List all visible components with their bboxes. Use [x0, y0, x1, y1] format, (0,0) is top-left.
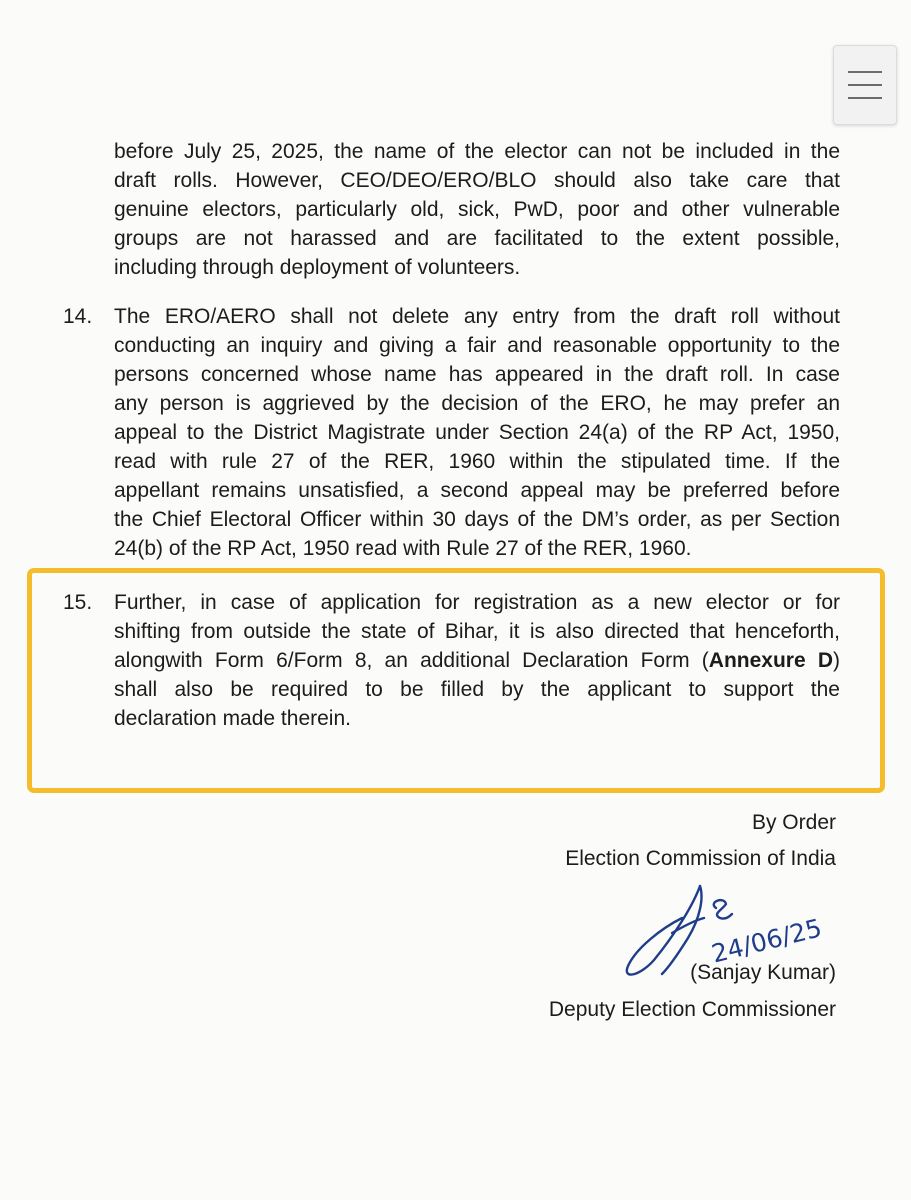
commission-name: Election Commission of India: [565, 847, 836, 870]
paragraph-line: read with rule 27 of the RER, 1960 within the stipulated time. If the: [114, 450, 840, 473]
paragraph-line: before July 25, 2025, the name of the elector can not be included in the: [114, 140, 840, 163]
paragraph-line: genuine electors, particularly old, sick, PwD, poor and other vulnerable: [114, 198, 840, 221]
by-order-text: By Order: [751, 811, 836, 834]
paragraph-line: 24(b) of the RP Act, 1950 read with Rule 27 of the RER, 1960.: [114, 537, 692, 560]
paragraph-number-15: 15.: [63, 591, 93, 614]
paragraph-line: declaration made therein.: [114, 707, 351, 730]
signature-date: 24/06/25: [708, 913, 825, 969]
paragraph-line: groups are not harassed and are facilitated to the extent possible,: [114, 227, 840, 250]
signatory-designation: Deputy Election Commissioner: [548, 998, 836, 1021]
paragraph-line: Further, in case of application for registration as a new elector or for: [114, 591, 840, 614]
paragraph-line: The ERO/AERO shall not delete any entry from the draft roll without: [114, 305, 840, 328]
paragraph-15: [114, 588, 840, 733]
paragraph-line: shall also be required to be filled by the applicant to support the: [114, 678, 840, 701]
paragraph-line: the Chief Electoral Officer within 30 days of the DM’s order, as per Section: [114, 508, 840, 531]
paragraph-line: [114, 646, 840, 675]
paragraph-line: any person is aggrieved by the decision of the ERO, he may prefer an: [114, 392, 840, 415]
paragraph-line: including through deployment of volunteers.: [114, 256, 521, 279]
menu-bar-top: [848, 71, 882, 73]
paragraph-line: appellant remains unsatisfied, a second appeal may be preferred before: [114, 479, 840, 502]
paragraph-14: [114, 302, 840, 563]
paragraph-number-14: 14.: [63, 305, 93, 328]
paragraph-line: appeal to the District Magistrate under Section 24(a) of the RP Act, 1950,: [114, 421, 840, 444]
annexure-d-reference: Annexure D: [708, 649, 834, 672]
menu-bar-middle: [848, 84, 882, 86]
signatory-name: (Sanjay Kumar): [690, 961, 836, 984]
paragraph-line: persons concerned whose name has appeared in the draft roll. In case: [114, 363, 840, 386]
paragraph-line: shifting from outside the state of Bihar, it is also directed that henceforth,: [114, 620, 840, 643]
paragraph-line: draft rolls. However, CEO/DEO/ERO/BLO should also take care that: [114, 169, 840, 192]
paragraph-continuation: [114, 137, 840, 282]
paragraph-line: conducting an inquiry and giving a fair and reasonable opportunity to the: [114, 334, 840, 357]
line-text: ): [833, 649, 841, 672]
line-text: alongwith Form 6/Form 8, an additional Declaration Form (: [114, 649, 709, 672]
hamburger-menu-icon[interactable]: [833, 45, 897, 125]
menu-bar-bottom: [848, 97, 882, 99]
